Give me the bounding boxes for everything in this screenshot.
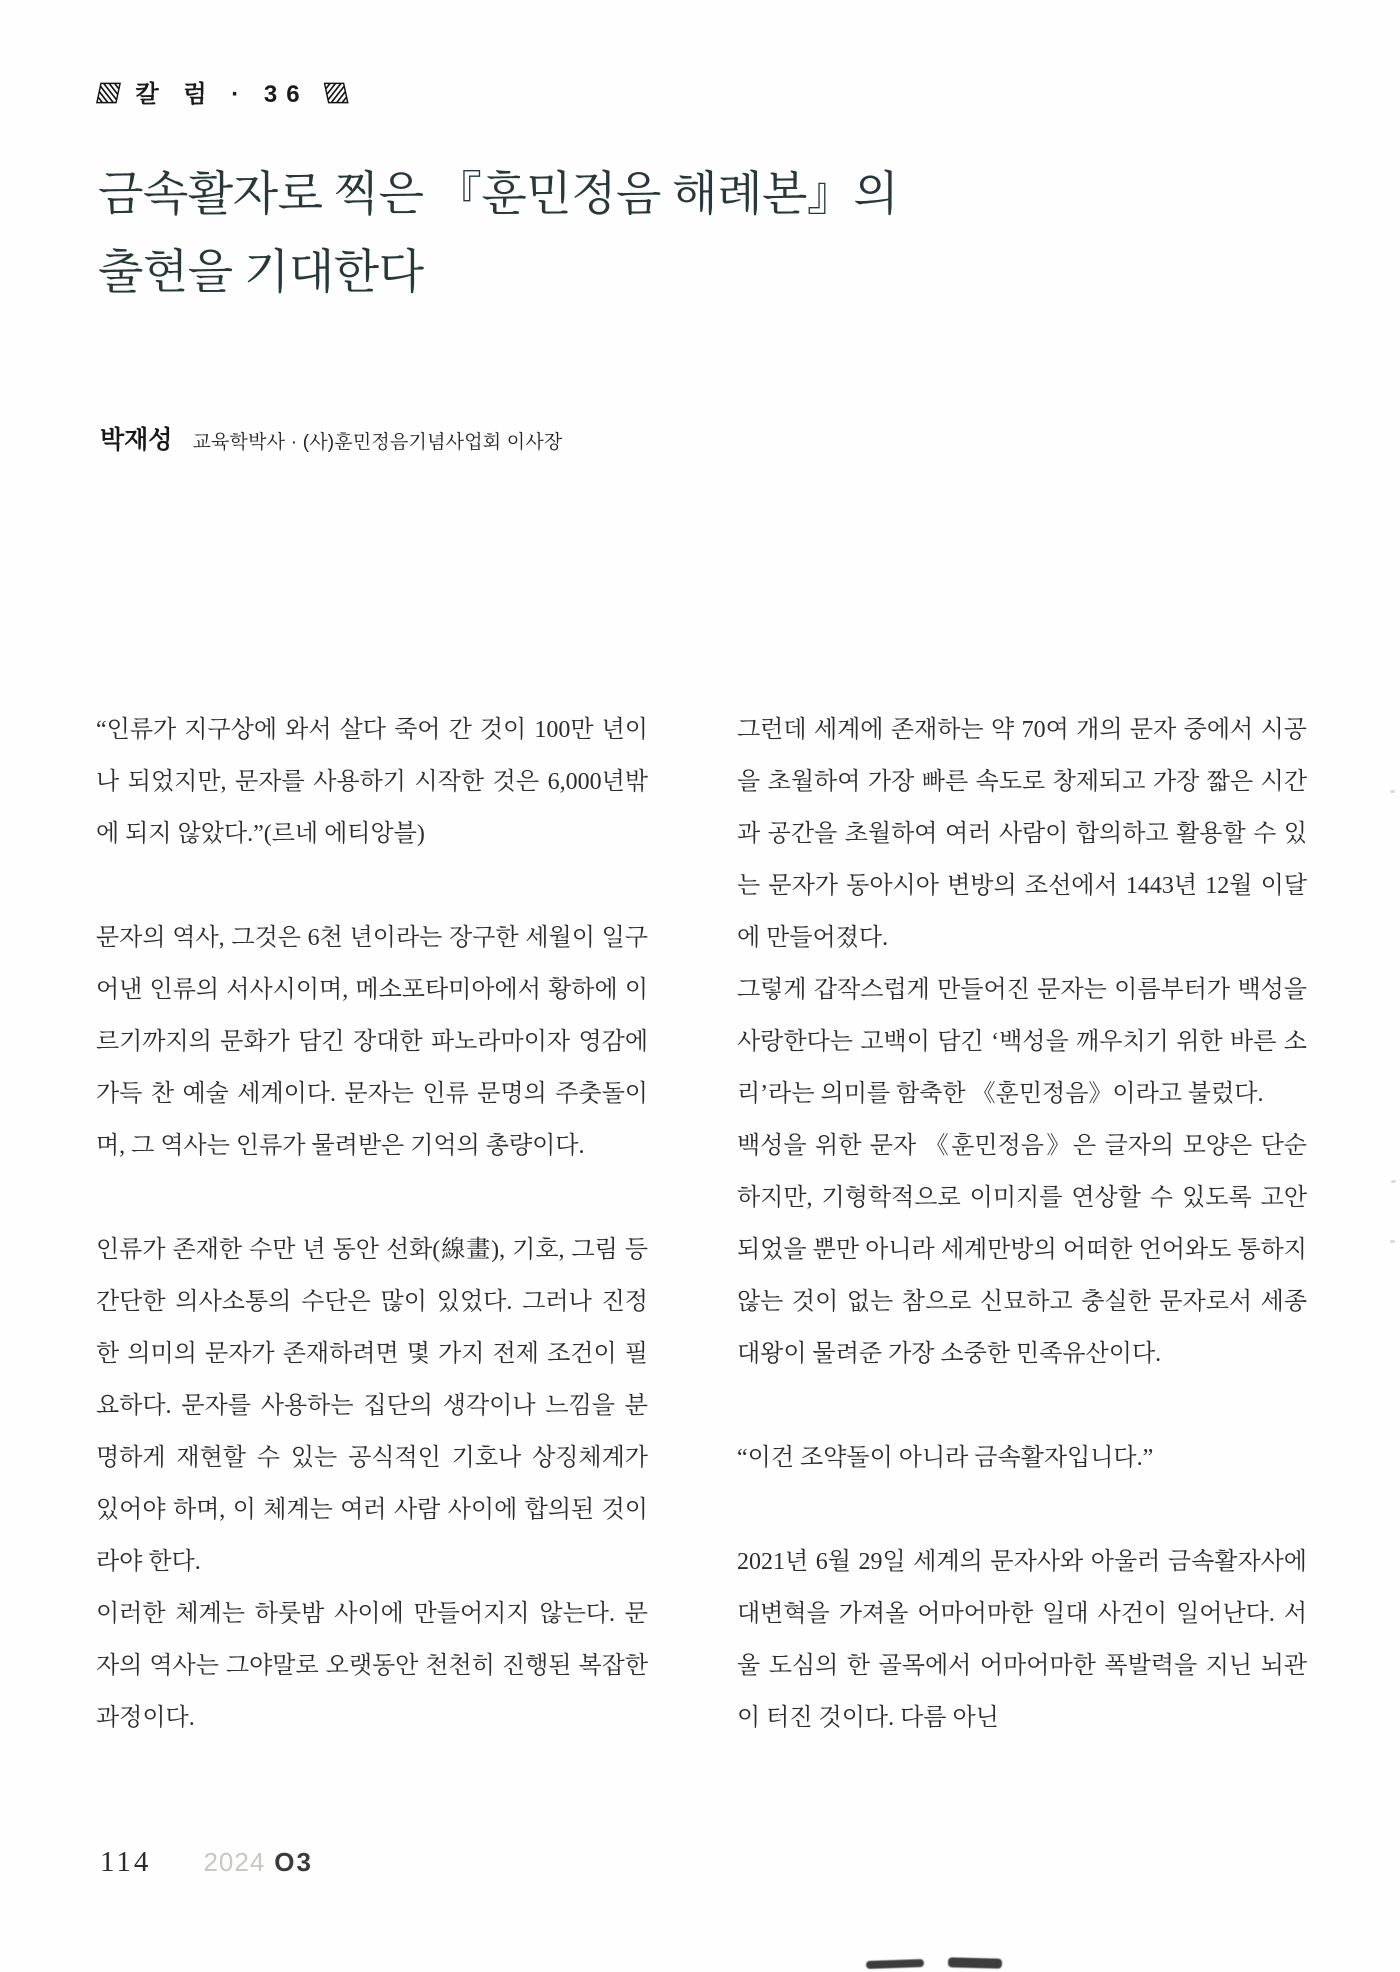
- body-paragraph: 문자의 역사, 그것은 6천 년이라는 장구한 세월이 일구어낸 인류의 서사시이며, 메소포타미아에서 황하에 이르기까지의 문화가 담긴 장대한 파노라마이자 영감에 가득 찬 예술 세계이다. 문자는 인류 문명의 주춧돌이며, 그 역사는 인류가 물려받은 기억의 총량이다.: [96, 925, 648, 1159]
- body-column-right: [737, 704, 1307, 1744]
- ornament-bracket-left-icon: ▧: [92, 76, 125, 106]
- column-header-label: 칼 럼 · 36: [135, 81, 309, 108]
- body-paragraph: “인류가 지구상에 와서 살다 죽어 간 것이 100만 년이나 되었지만, 문자를 사용하기 시작한 것은 6,000년밖에 되지 않았다.”(르네 에티앙블): [96, 717, 648, 847]
- footer-issue: O3: [274, 1847, 313, 1877]
- ornament-bracket-right-icon: ▧: [319, 76, 352, 106]
- scan-artifact: [1391, 1180, 1396, 1183]
- page-footer: [100, 1846, 313, 1879]
- author-role: 교육학박사 · (사)훈민정음기념사업회 이사장: [192, 432, 563, 453]
- scan-artifact: [1390, 790, 1395, 793]
- body-paragraph: 그런데 세계에 존재하는 약 70여 개의 문자 중에서 시공을 초월하여 가장 빠른 속도로 창제되고 가장 짧은 시간과 공간을 초월하여 여러 사람이 합의하고 활용할 수 있는 문자가 동아시아 변방의 조선에서 1443년 12월 이달에 만들어졌다.: [737, 717, 1307, 951]
- page-number: 114: [100, 1846, 152, 1878]
- footer-year: 2024: [203, 1847, 266, 1877]
- column-header: [92, 74, 352, 109]
- scan-artifact: [1390, 1240, 1395, 1243]
- article-title-line2: 출현을 기대한다: [98, 247, 424, 299]
- scan-artifact: [948, 1957, 1002, 1968]
- article-title-line1: 금속활자로 찍은 『훈민정음 해례본』의: [98, 169, 899, 221]
- body-column-left: [96, 704, 648, 1744]
- body-paragraph: 2021년 6월 29일 세계의 문자사와 아울러 금속활자사에 대변혁을 가져올 어마어마한 일대 사건이 일어난다. 서울 도심의 한 골목에서 어마어마한 폭발력을 지닌 뇌관이 터진 것이다. 다름 아닌: [737, 1549, 1307, 1731]
- body-paragraph: 그렇게 갑작스럽게 만들어진 문자는 이름부터가 백성을 사랑한다는 고백이 담긴 ‘백성을 깨우치기 위한 바른 소리’라는 의미를 함축한 《훈민정음》이라고 불렀다.: [737, 977, 1307, 1107]
- author-name: 박재성: [100, 426, 173, 454]
- body-paragraph: 인류가 존재한 수만 년 동안 선화(線畫), 기호, 그림 등 간단한 의사소통의 수단은 많이 있었다. 그러나 진정한 의미의 문자가 존재하려면 몇 가지 전제 조건이 필요하다. 문자를 사용하는 집단의 생각이나 느낌을 분명하게 재현할 수 있는 공식적인 기호나 상징체계가 있어야 하며, 이 체계는 여러 사람 사이에 합의된 것이라야 한다.: [96, 1237, 648, 1575]
- body-paragraph: 이러한 체계는 하룻밤 사이에 만들어지지 않는다. 문자의 역사는 그야말로 오랫동안 천천히 진행된 복잡한 과정이다.: [96, 1601, 648, 1731]
- article-title: [98, 156, 898, 312]
- byline: [100, 420, 562, 456]
- body-pullquote: “이건 조약돌이 아니라 금속활자입니다.”: [737, 1445, 1154, 1471]
- body-paragraph: 백성을 위한 문자 《훈민정음》은 글자의 모양은 단순하지만, 기형학적으로 이미지를 연상할 수 있도록 고안되었을 뿐만 아니라 세계만방의 어떠한 언어와도 통하지 않는 것이 없는 참으로 신묘하고 충실한 문자로서 세종대왕이 물려준 가장 소중한 민족유산이다.: [737, 1133, 1307, 1367]
- scan-artifact: [866, 1959, 924, 1969]
